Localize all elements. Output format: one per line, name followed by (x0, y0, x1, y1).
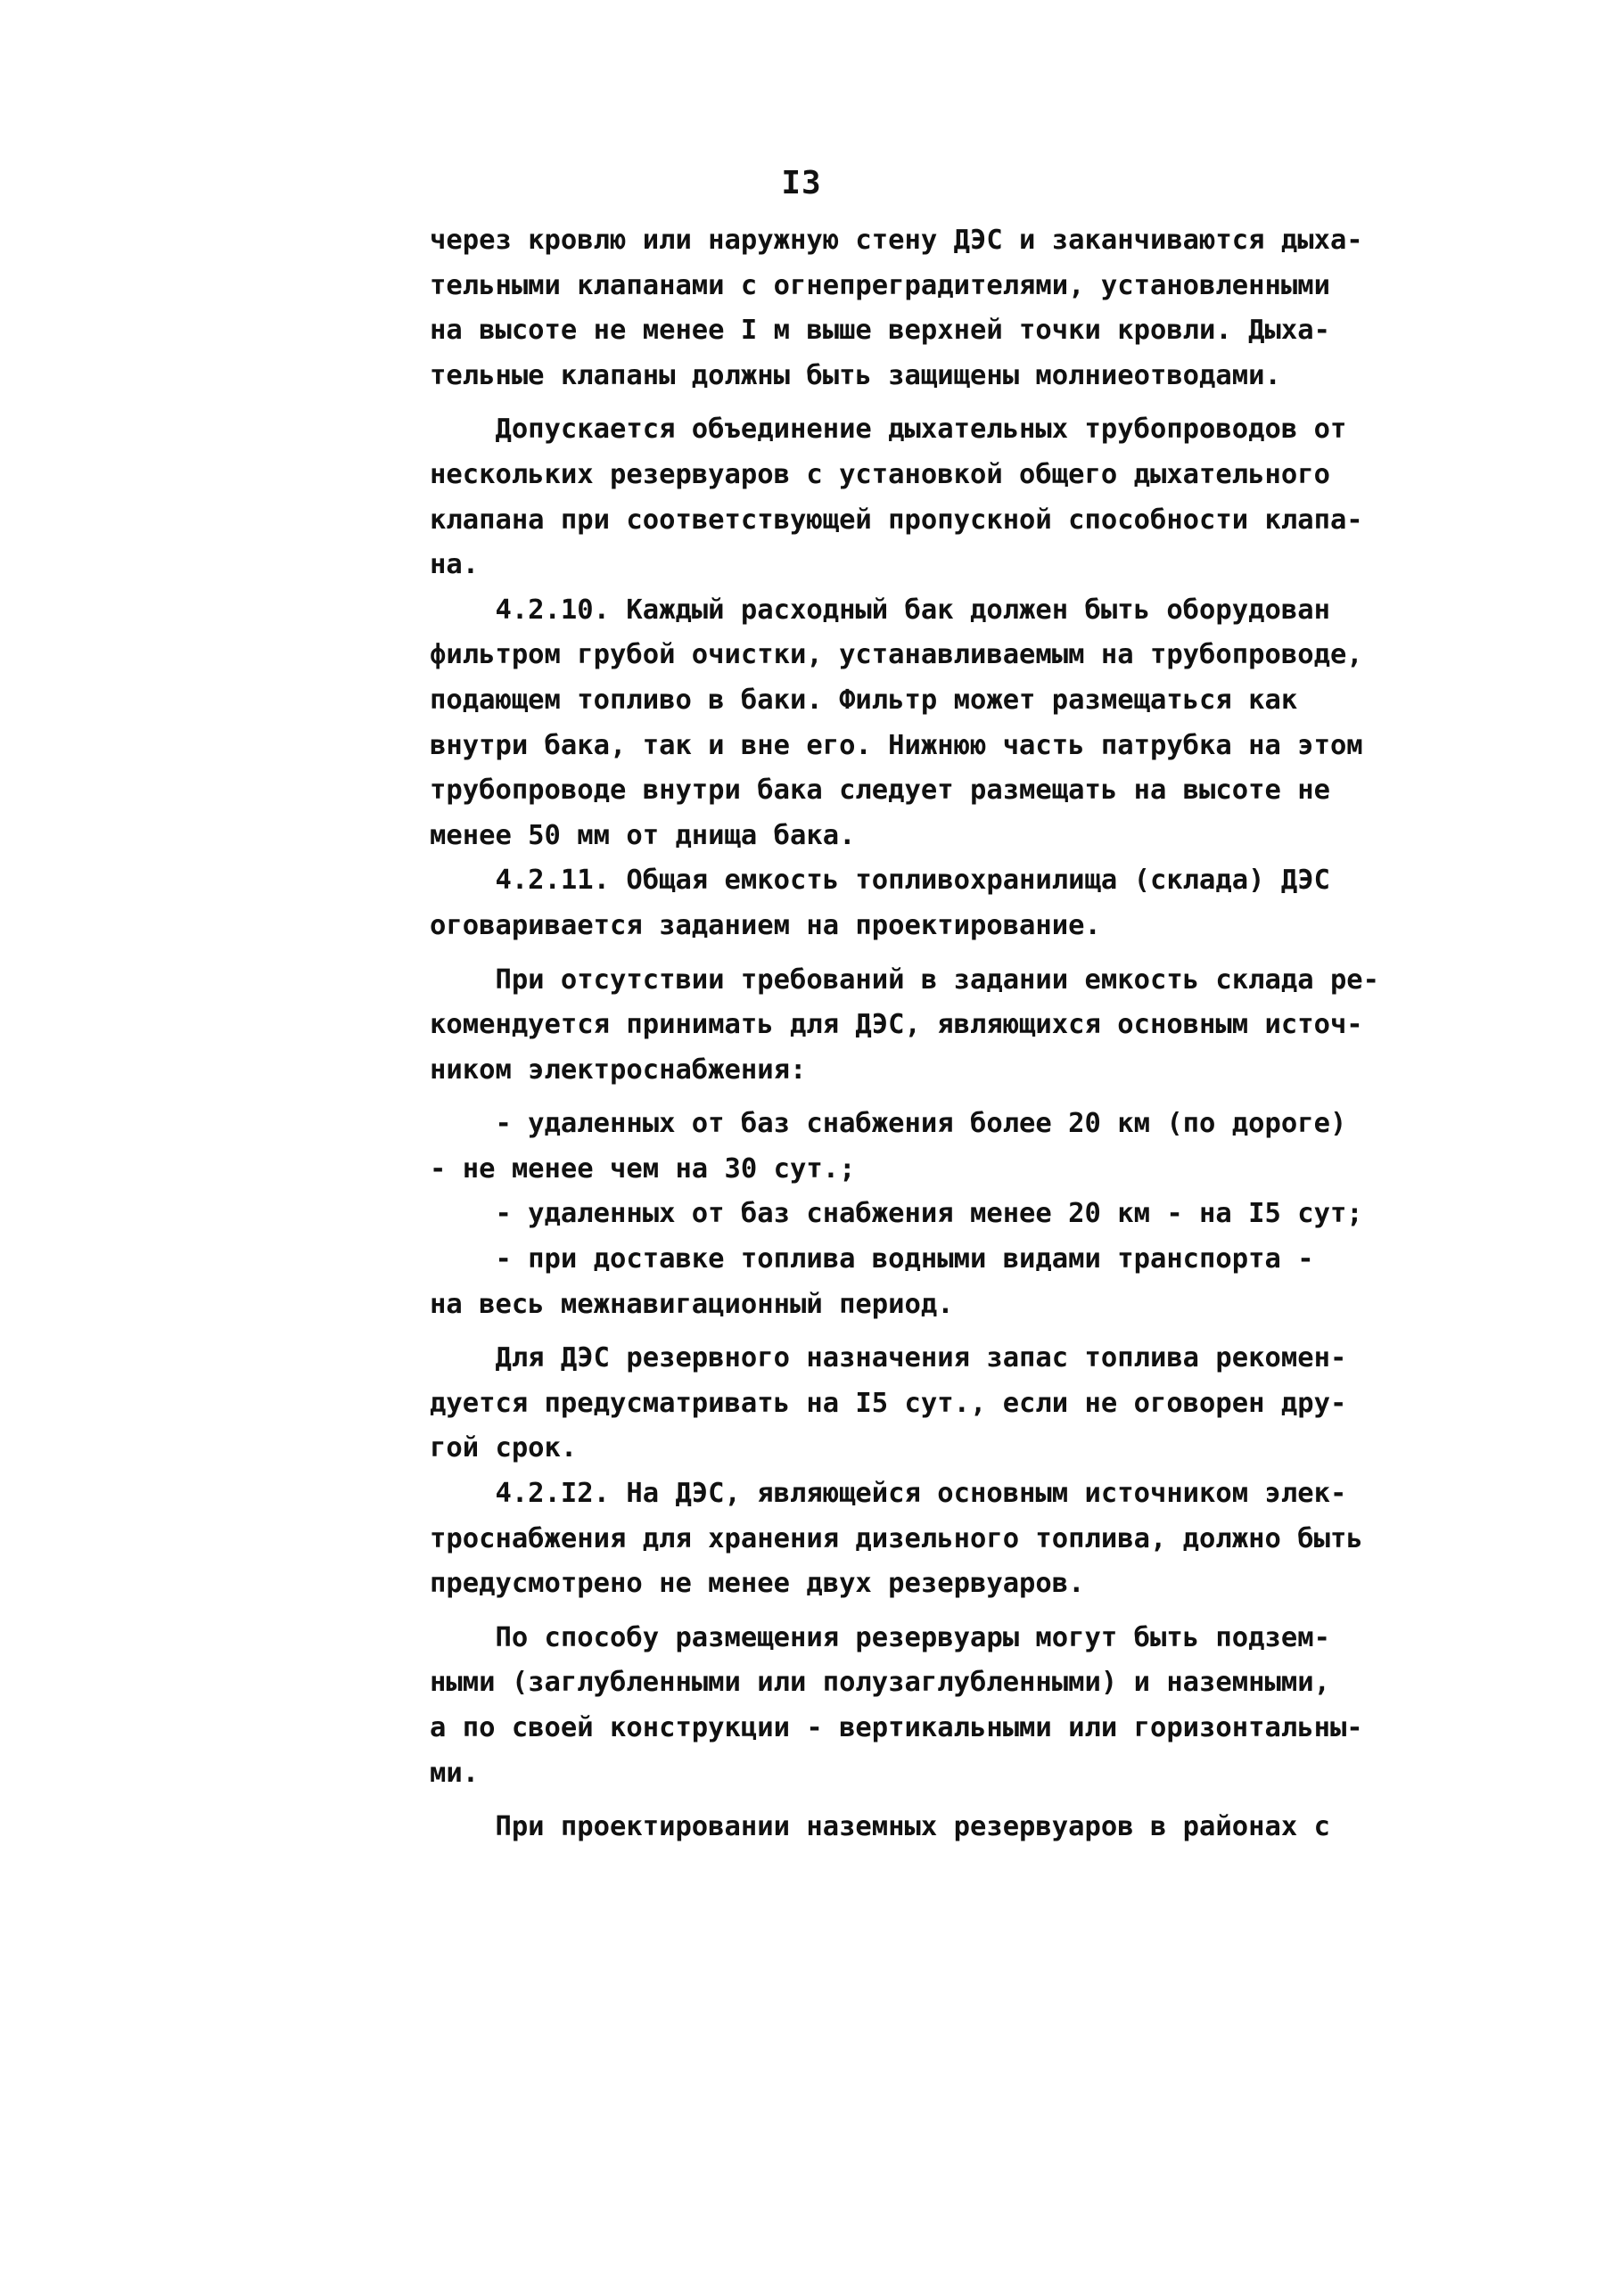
text-line: фильтром грубой очистки, устанавливаемым на трубопроводе, (430, 639, 1363, 671)
text-line: гой срок. (430, 1432, 578, 1464)
text-line: Для ДЭС резервного назначения запас топлива рекомен- (430, 1342, 1347, 1374)
text-line: на высоте не менее I м выше верхней точки кровли. Дыха- (430, 315, 1330, 347)
text-line: тельные клапаны должны быть защищены молниеотводами. (430, 359, 1281, 391)
text-line: По способу размещения резервуары могут быть подзем- (430, 1621, 1330, 1653)
text-line: ником электроснабжения: (430, 1054, 807, 1086)
page-number: I3 (781, 165, 822, 201)
body-text (430, 218, 1473, 1850)
text-line: троснабжения для хранения дизельного топлива, должно быть (430, 1522, 1363, 1554)
text-line: 4.2.10. Каждый расходный бак должен быть оборудован (430, 594, 1330, 626)
text-line: трубопроводе внутри бака следует размещать на высоте не (430, 775, 1330, 807)
text-line: тельными клапанами с огнепреградителями, установленными (430, 269, 1330, 301)
text-line: через кровлю или наружную стену ДЭС и заканчиваются дыха- (430, 225, 1363, 256)
text-line: - не менее чем на 30 сут.; (430, 1152, 856, 1185)
text-line: подающем топливо в баки. Фильтр может размещаться как (430, 684, 1298, 716)
text-line: предусмотрено не менее двух резервуаров. (430, 1568, 1085, 1600)
text-line: менее 50 мм от днища бака. (430, 819, 856, 851)
text-line: на. (430, 549, 480, 581)
text-line: дуется предусматривать на I5 сут., если не оговорен дру- (430, 1387, 1347, 1419)
text-line: комендуется принимать для ДЭС, являющихся основным источ- (430, 1009, 1363, 1041)
text-line: - при доставке топлива водными видами транспорта - (430, 1243, 1314, 1275)
text-line: внутри бака, так и вне его. Нижнюю часть патрубка на этом (430, 729, 1363, 761)
text-line: клапана при соответствующей пропускной способности клапа- (430, 504, 1363, 536)
text-line: Допускается объединение дыхательных трубопроводов от (430, 414, 1347, 446)
text-line: нескольких резервуаров с установкой общего дыхательного (430, 458, 1330, 490)
text-line: ными (заглубленными или полузаглубленными) и наземными, (430, 1667, 1330, 1699)
text-line: - удаленных от баз снабжения менее 20 км - на I5 сут; (430, 1198, 1363, 1230)
text-line: При проектировании наземных резервуаров в районах с (430, 1811, 1330, 1843)
text-line: При отсутствии требований в задании емкость склада ре- (430, 964, 1380, 996)
text-line: ми. (430, 1757, 480, 1789)
text-line: оговаривается заданием на проектирование. (430, 909, 1101, 941)
text-line: - удаленных от баз снабжения более 20 км (по дороге) (430, 1108, 1347, 1140)
text-line: 4.2.11. Общая емкость топливохранилища (склада) ДЭС (430, 865, 1330, 897)
text-line: а по своей конструкции - вертикальными или горизонтальны- (430, 1712, 1363, 1743)
text-line: на весь межнавигационный период. (430, 1288, 954, 1320)
text-line: 4.2.I2. На ДЭС, являющейся основным источником элек- (430, 1478, 1347, 1510)
